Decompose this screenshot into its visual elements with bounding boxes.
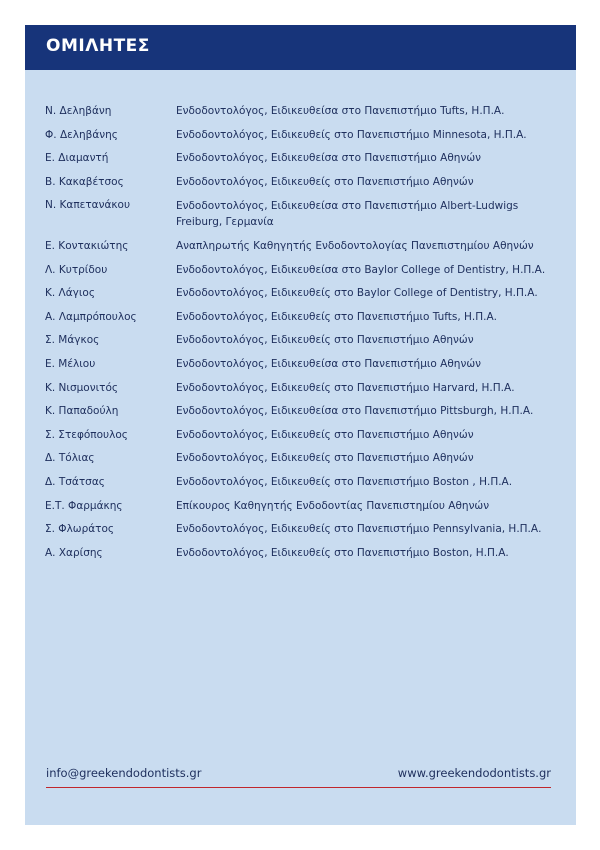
speaker-role: Ενδοδοντολόγος, Ειδικευθείς στο Πανεπιστήμιο Minnesota, Η.Π.Α.: [176, 128, 527, 141]
speaker-name: Α. Χαρίσης: [45, 546, 103, 559]
speaker-name: Ε. Μέλιου: [45, 357, 96, 370]
page-panel: [25, 25, 576, 825]
speaker-list: [25, 104, 576, 569]
list-item: [25, 522, 576, 537]
speaker-role: Ενδοδοντολόγος, Ειδικευθείς στο Πανεπιστήμιο Αθηνών: [176, 428, 474, 441]
list-item: [25, 451, 576, 466]
speaker-name: Ε.Τ. Φαρμάκης: [45, 499, 123, 512]
list-item: [25, 310, 576, 325]
speaker-role: Ενδοδοντολόγος, Ειδικευθείς στο Πανεπιστήμιο Pennsylvania, Η.Π.Α.: [176, 523, 542, 536]
page-title: ΟΜΙΛΗΤΕΣ: [46, 36, 150, 56]
speaker-name: Δ. Τόλιας: [45, 452, 95, 465]
list-item: [25, 151, 576, 166]
speaker-name: Σ. Στεφόπουλος: [45, 428, 128, 441]
list-item: [25, 475, 576, 490]
speaker-role: Ενδοδοντολόγος, Ειδικευθείς στο Πανεπιστήμιο Αθηνών: [176, 334, 474, 347]
speaker-role: Ενδοδοντολόγος, Ειδικευθείς στο Baylor College of Dentistry, Η.Π.Α.: [176, 287, 538, 300]
speaker-name: Ν. Καπετανάκου: [45, 199, 131, 212]
list-item: [25, 404, 576, 419]
speaker-role: Ενδοδοντολόγος, Ειδικευθείσα στο Baylor College of Dentistry, Η.Π.Α.: [176, 263, 546, 276]
speaker-name: Φ. Δεληβάνης: [45, 128, 118, 141]
speaker-name: Ε. Διαμαντή: [45, 152, 109, 165]
speaker-name: Β. Κακαβέτσος: [45, 175, 124, 188]
speaker-role: Ενδοδοντολόγος, Ειδικευθείς στο Πανεπιστήμιο Tufts, Η.Π.Α.: [176, 310, 498, 323]
speaker-name: Σ. Φλωράτος: [45, 523, 115, 536]
speaker-name: Ε. Κοντακιώτης: [45, 239, 129, 252]
speaker-name: Σ. Μάγκος: [45, 334, 100, 347]
speaker-role: Ενδοδοντολόγος, Ειδικευθείς στο Πανεπιστήμιο Boston , Η.Π.Α.: [176, 475, 513, 488]
speaker-name: Κ. Λάγιος: [45, 287, 96, 300]
list-item: [25, 175, 576, 190]
speaker-role: Ενδοδοντολόγος, Ειδικευθείσα στο Πανεπιστήμιο Tufts, Η.Π.Α.: [176, 105, 505, 117]
list-item: [25, 128, 576, 143]
speaker-role: Ενδοδοντολόγος, Ειδικευθείς στο Πανεπιστήμιο Boston, Η.Π.Α.: [176, 546, 509, 559]
header-bar: [25, 25, 576, 70]
speaker-name: Κ. Νισμονιτός: [45, 381, 119, 394]
list-item: [25, 263, 576, 278]
list-item: [25, 381, 576, 396]
speaker-name: Λ. Κυτρίδου: [45, 263, 108, 276]
speaker-name: Δ. Τσάτσας: [45, 475, 105, 488]
list-item: [25, 104, 576, 119]
speaker-role: Ενδοδοντολόγος, Ειδικευθείσα στο Πανεπιστήμιο Pittsburgh, Η.Π.Α.: [176, 405, 534, 418]
list-item: [25, 428, 576, 443]
list-item: [25, 286, 576, 301]
list-item: [25, 357, 576, 372]
list-item: [25, 239, 576, 254]
speaker-role: Ενδοδοντολόγος, Ειδικευθείσα στο Πανεπιστήμιο Αθηνών: [176, 357, 481, 370]
speaker-role: Ενδοδοντολόγος, Ειδικευθείς στο Πανεπιστήμιο Αθηνών: [176, 175, 474, 188]
footer-website-link[interactable]: www.greekendodontists.gr: [397, 766, 551, 780]
speaker-role: Ενδοδοντολόγος, Ειδικευθείσα στο Πανεπιστήμιο Αθηνών: [176, 152, 481, 165]
speaker-name: Κ. Παπαδούλη: [45, 405, 119, 418]
list-item: [25, 546, 576, 561]
list-item: [25, 499, 576, 514]
speaker-role: Ενδοδοντολόγος, Ειδικευθείς στο Πανεπιστήμιο Harvard, Η.Π.Α.: [176, 381, 515, 394]
speaker-role: Ενδοδοντολόγος, Ειδικευθείσα στο Πανεπιστήμιο Albert-Ludwigs Freiburg, Γερμανία: [176, 200, 519, 229]
footer-divider: [46, 787, 551, 788]
list-item: [25, 333, 576, 348]
footer-email-link[interactable]: info@greekendodontists.gr: [46, 766, 202, 780]
speaker-name: Ν. Δεληβάνη: [45, 105, 112, 117]
speaker-role: Αναπληρωτής Καθηγητής Ενδοδοντολογίας Πανεπιστημίου Αθηνών: [176, 239, 534, 252]
speaker-name: Α. Λαμπρόπουλος: [45, 310, 137, 323]
speaker-role: Ενδοδοντολόγος, Ειδικευθείς στο Πανεπιστήμιο Αθηνών: [176, 452, 474, 465]
list-item: [25, 198, 576, 230]
speaker-role: Επίκουρος Καθηγητής Ενδοδοντίας Πανεπιστημίου Αθηνών: [176, 499, 490, 512]
